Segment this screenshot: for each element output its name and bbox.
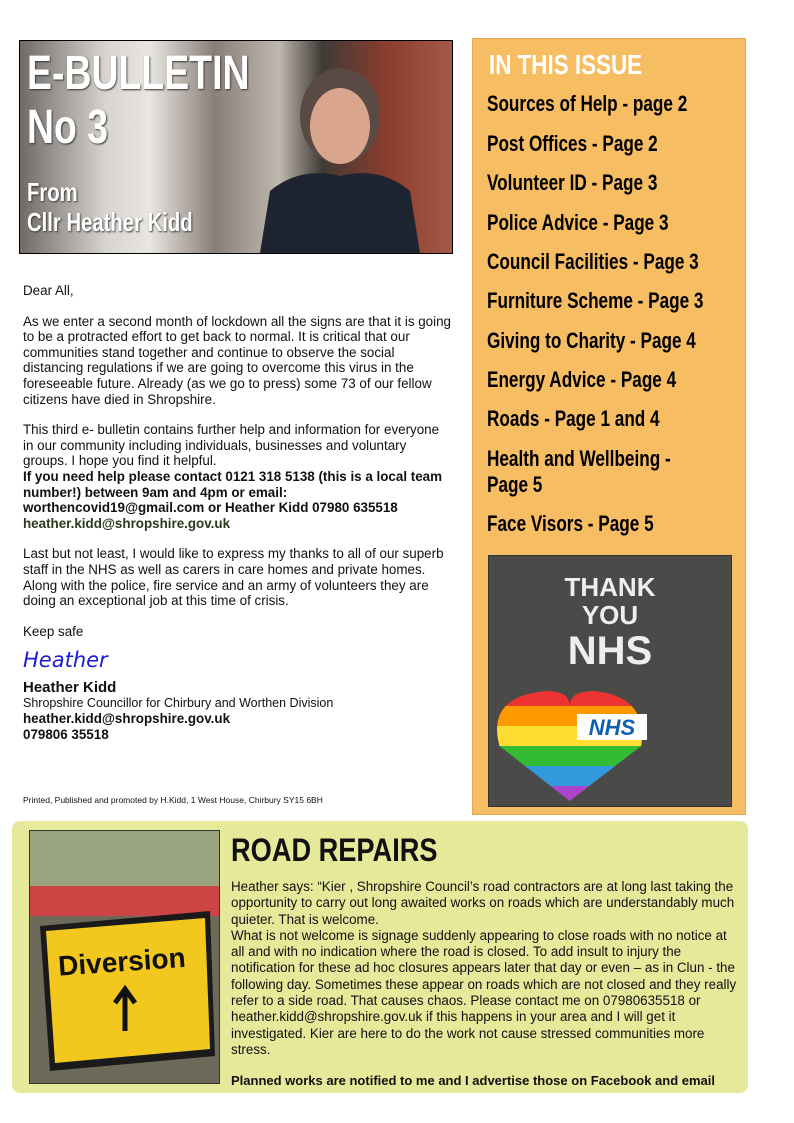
toc-item[interactable]: Roads - Page 1 and 4 xyxy=(487,406,660,431)
toc-item[interactable]: Face Visors - Page 5 xyxy=(487,511,654,536)
header-photo xyxy=(19,40,453,254)
photo-text: THANK xyxy=(564,572,656,602)
help-contact: If you need help please contact 0121 318 5138 (this is a local team number!) between 9am and 4pm or email: worthencovid19@gmail.com or Heather Kidd 07980 635518 xyxy=(23,468,443,516)
signatory-phone: 079806 35518 xyxy=(23,726,109,742)
author-name: Cllr Heather Kidd xyxy=(27,207,193,237)
photo-text: NHS xyxy=(567,629,653,673)
closing: Keep safe xyxy=(23,623,84,639)
toc-item[interactable]: Council Facilities - Page 3 xyxy=(487,249,699,274)
bulletin-title: E-BULLETIN xyxy=(27,47,250,100)
greeting: Dear All, xyxy=(23,283,74,298)
toc-item[interactable]: Sources of Help - page 2 xyxy=(487,91,688,116)
nhs-logo-text: NHS xyxy=(588,715,636,740)
signatory-name: Heather Kidd xyxy=(23,679,117,697)
photo-text: YOU xyxy=(581,600,639,630)
road-para: What is not welcome is signage suddenly appearing to close roads with no notice at all and with no indication where the road is closed. To add insult to injury the notification for these ad hoc closures appears later that day or even – as in Clun - the following day. Sometimes these appear on roads which are not closed and they really refer to a side road. That causes chaos. Please contact me on 07980635518 or heather.kidd@shropshire.gov.uk if this happens in your area and I will get it investigated. Kier are here to do the work not cause stressed communities more stress. xyxy=(231,927,737,1057)
councillor-portrait xyxy=(260,51,420,253)
signatory-role: Shropshire Councillor for Chirbury and Worthen Division xyxy=(23,696,334,711)
toc-item[interactable]: Post Offices - Page 2 xyxy=(487,131,658,156)
toc-item[interactable]: Health and Wellbeing - xyxy=(487,446,671,471)
road-repairs-text xyxy=(231,879,743,1090)
letter-body xyxy=(23,283,453,742)
road-repairs-heading: ROAD REPAIRS xyxy=(231,832,438,868)
issue-number: No 3 xyxy=(27,101,109,154)
toc-item[interactable]: Giving to Charity - Page 4 xyxy=(487,328,696,353)
toc-item[interactable]: Police Advice - Page 3 xyxy=(487,210,669,235)
from-label: From xyxy=(27,177,78,207)
toc-item[interactable]: Page 5 xyxy=(487,472,543,497)
toc-item[interactable]: Volunteer ID - Page 3 xyxy=(487,170,658,195)
planned-works-note: Planned works are notified to me and I advertise those on Facebook and email xyxy=(231,1073,716,1089)
imprint: Printed, Published and promoted by H.Kidd, 1 West House, Chirbury SY15 6BH xyxy=(23,795,323,805)
signatory-email[interactable]: heather.kidd@shropshire.gov.uk xyxy=(23,711,231,727)
diversion-sign-photo xyxy=(29,830,220,1084)
help-email-link[interactable]: heather.kidd@shropshire.gov.uk xyxy=(23,515,231,531)
toc-heading: IN THIS ISSUE xyxy=(489,49,643,80)
road-para: Heather says: “Kier , Shropshire Council’s road contractors are at long last taking the opportunity to carry out long awaited works on roads which are understandably much quieter. That is welcome. xyxy=(231,879,735,927)
toc-item[interactable]: Furniture Scheme - Page 3 xyxy=(487,288,704,313)
bulletin-paragraph: This third e- bulletin contains further help and information for everyone in our community including individuals, businesses and voluntary groups. I hope you find it helpful. xyxy=(23,422,440,469)
thank-you-nhs-photo xyxy=(488,555,732,807)
intro-paragraph: As we enter a second month of lockdown all the signs are that it is going to be a protracted effort to get back to normal. It is critical that our communities stand together and continue to observe the social distancing regulations if we are going to overcome this virus in the foreseeable future. Already (as we go to press) some 73 of our fellow citizens have died in Shropshire. xyxy=(23,313,451,407)
toc-item[interactable]: Energy Advice - Page 4 xyxy=(487,367,677,392)
signature: Heather xyxy=(23,648,108,673)
in-this-issue-panel xyxy=(472,38,746,815)
road-repairs-section xyxy=(12,821,748,1093)
sign-text: Diversion xyxy=(57,941,187,982)
thanks-paragraph: Last but not least, I would like to express my thanks to all of our superb staff in the NHS as well as carers in care homes and private homes. Along with the police, fire service and an army of volunteers they are doing an exceptional job at this time of crisis. xyxy=(23,546,444,609)
